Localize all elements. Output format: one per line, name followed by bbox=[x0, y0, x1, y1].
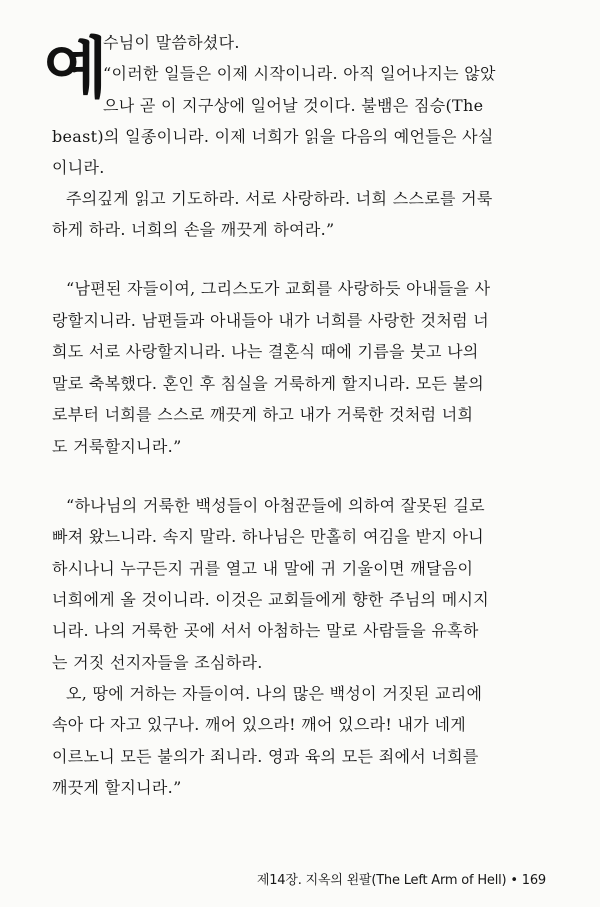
text-line: 는 거짓 선지자들을 조심하라. bbox=[52, 653, 263, 672]
text-line: 깨끗게 할지니라.” bbox=[52, 778, 182, 797]
text-line: 말로 축복했다. 혼인 후 침실을 거룩하게 할지니라. 모든 불의 bbox=[52, 374, 485, 393]
footer-separator: • bbox=[510, 873, 518, 888]
text-line: 이르노니 모든 불의가 죄니라. 영과 육의 모든 죄에서 너희를 bbox=[52, 747, 479, 766]
text-line: beast)의 일종이니라. 이제 너희가 읽을 다음의 예언들은 사실 bbox=[52, 127, 494, 146]
text-line: 오, 땅에 거하는 자들이여. 나의 많은 백성이 거짓된 교리에 bbox=[66, 684, 483, 703]
drop-cap: 예 bbox=[44, 30, 108, 107]
page-number: 169 bbox=[521, 873, 546, 888]
text-line: 수님이 말씀하셨다. bbox=[103, 33, 240, 52]
text-line: 하게 하라. 너희의 손을 깨끗게 하여라.” bbox=[52, 220, 335, 239]
text-line: 이니라. bbox=[52, 158, 105, 177]
text-line: 로부터 너희를 스스로 깨끗게 하고 내가 거룩한 것처럼 너희 bbox=[52, 405, 474, 424]
text-line: 으나 곧 이 지구상에 일어날 것이다. 불뱀은 짐승(The bbox=[103, 96, 484, 115]
text-line: 도 거룩할지니라.” bbox=[52, 437, 182, 456]
text-line: 속아 다 자고 있구나. 깨어 있으라! 깨어 있으라! 내가 네게 bbox=[52, 715, 466, 734]
text-line: “이러한 일들은 이제 시작이니라. 아직 일어나지는 않았 bbox=[103, 64, 496, 83]
text-line: 주의깊게 읽고 기도하라. 서로 사랑하라. 너희 스스로를 거룩 bbox=[66, 189, 493, 208]
text-line: 빠져 왔느니라. 속지 말라. 하나님은 만홀히 여김을 받지 아니 bbox=[52, 527, 485, 546]
text-line: 랑할지니라. 남편들과 아내들아 내가 너희를 사랑한 것처럼 너 bbox=[52, 311, 489, 330]
page-footer bbox=[257, 872, 546, 890]
chapter-title: 제14장. 지옥의 왼팔(The Left Arm of Hell) bbox=[256, 873, 507, 888]
text-line: “하나님의 거룩한 백성들이 아첨꾼들에 의하여 잘못된 길로 bbox=[66, 496, 485, 515]
text-line: “남편된 자들이여, 그리스도가 교회를 사랑하듯 아내들을 사 bbox=[66, 279, 491, 298]
text-line: 하시나니 누구든지 귀를 열고 내 말에 귀 기울이면 깨달음이 bbox=[52, 559, 474, 578]
text-line: 희도 서로 사랑할지니라. 나는 결혼식 때에 기름을 붓고 나의 bbox=[52, 342, 479, 361]
text-line: 니라. 나의 거룩한 곳에 서서 아첨하는 말로 사람들을 유혹하 bbox=[52, 621, 479, 640]
text-line: 너희에게 올 것이니라. 이것은 교회들에게 향한 주님의 메시지 bbox=[52, 590, 489, 609]
